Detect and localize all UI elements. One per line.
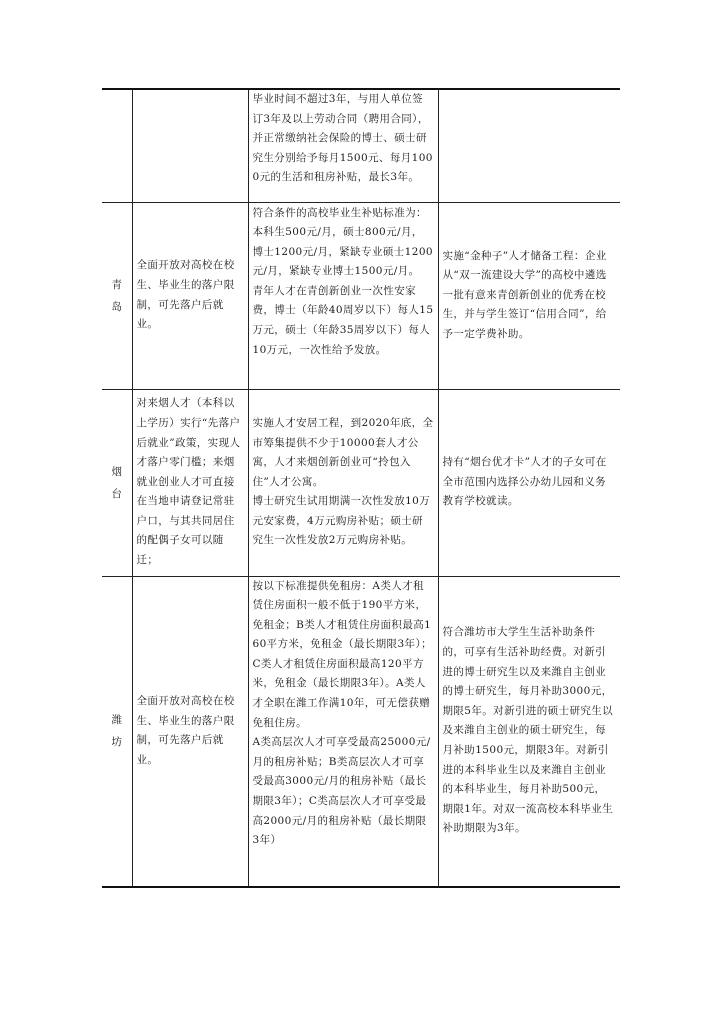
city-cell	[102, 202, 132, 389]
settlement-cell: 全面开放对高校在校生、毕业生的落户限制，可先落户后就业。	[132, 202, 248, 389]
other-policy-cell	[438, 89, 620, 202]
city-cell	[102, 89, 132, 202]
city-name-char: 潍	[111, 714, 122, 727]
subsidy-cell	[248, 202, 438, 389]
city-name-char: 坊	[111, 736, 122, 749]
settlement-cell	[132, 89, 248, 202]
city-name-char: 烟	[111, 465, 122, 478]
city-name-char: 台	[111, 487, 122, 500]
settlement-cell: 全面开放对高校在校生、毕业生的落户限制，可先落户后就业。	[132, 576, 248, 887]
subsidy-text: A类高层次人才可享受最高25000元/月的租房补贴；B类高层次人才可享受最高3000元/月的租房补贴（最长期限3年）；C类高层次人才可享受最高2000元/月的租房补贴（最长期限3年）	[252, 736, 431, 847]
subsidy-cell	[248, 576, 438, 887]
table-row	[102, 202, 620, 389]
table-row	[102, 389, 620, 576]
subsidy-text: 按以下标准提供免租房：A类人才租赁住房面积一般不低于190平方米，免租金；B类人才租赁住房面积最高160平方米，免租金（最长期限3年）；C类人才租赁住房面积最高120平方米，免租金（最长期限3年）。A类人才全职在潍工作满10年，可无偿获赠免租住房。	[252, 579, 432, 729]
other-policy-cell: 实施“金种子”人才储备工程：企业从“双一流建设大学”的高校中遴选一批有意来青创新创业的优秀在校生，并与学生签订“信用合同”，给予一定学费补助。	[438, 202, 620, 389]
city-name-char: 岛	[111, 300, 122, 313]
city-cell	[102, 389, 132, 576]
other-policy-cell: 符合潍坊市大学生生活补助条件的，可享有生活补助经费。对新引进的博士研究生以及来潍自主创业的博士研究生，每月补助3000元，期限5年。对新引进的硕士研究生以及来潍自主创业的硕士研究生，每月补助1500元，期限3年。对新引进的本科毕业生以及来潍自主创业的本科毕业生，每月补助500元，期限1年。对双一流高校本科毕业生补助期限为3年。	[438, 576, 620, 887]
subsidy-text: 实施人才安居工程，到2020年底，全市筹集提供不少于10000套人才公寓，人才来烟创新创业可“拎包入住”人才公寓。	[252, 416, 434, 488]
city-name	[102, 709, 132, 753]
subsidy-cell	[248, 389, 438, 576]
subsidy-text: 青年人才在青创新创业一次性安家费，博士（年龄40周岁以下）每人15万元，硕士（年龄35周岁以下）每人10万元，一次性给予发放。	[252, 284, 434, 356]
subsidy-cell	[248, 89, 438, 202]
city-name-char: 青	[111, 278, 122, 291]
subsidy-text: 符合条件的高校毕业生补贴标准为：本科生500元/月，硕士800元/月，博士1200元/月，紧缺专业硕士1200元/月，紧缺专业博士1500元/月。	[252, 206, 433, 278]
city-name	[102, 461, 132, 505]
policy-table	[102, 88, 620, 888]
other-policy-cell: 持有“烟台优才卡”人才的子女可在全市范围内选择公办幼儿园和义务教育学校就读。	[438, 389, 620, 576]
table-row	[102, 89, 620, 202]
settlement-cell: 对来烟人才（本科以上学历）实行“先落户后就业”政策，实现人才落户零门槛；来烟就业创业人才可直接在当地申请登记常驻户口，与其共同居住的配偶子女可以随迁；	[132, 389, 248, 576]
subsidy-text: 毕业时间不超过3年，与用人单位签订3年及以上劳动合同（聘用合同），并正常缴纳社会保险的博士、硕士研究生分别给予每月1500元、每月1000元的生活和租房补贴，最长3年。	[252, 93, 433, 184]
subsidy-text: 博士研究生试用期满一次性发放10万元安家费，4万元购房补贴；硕士研究生一次性发放2万元购房补贴。	[252, 495, 431, 547]
city-cell	[102, 576, 132, 887]
table-row	[102, 576, 620, 887]
city-name	[102, 274, 132, 318]
